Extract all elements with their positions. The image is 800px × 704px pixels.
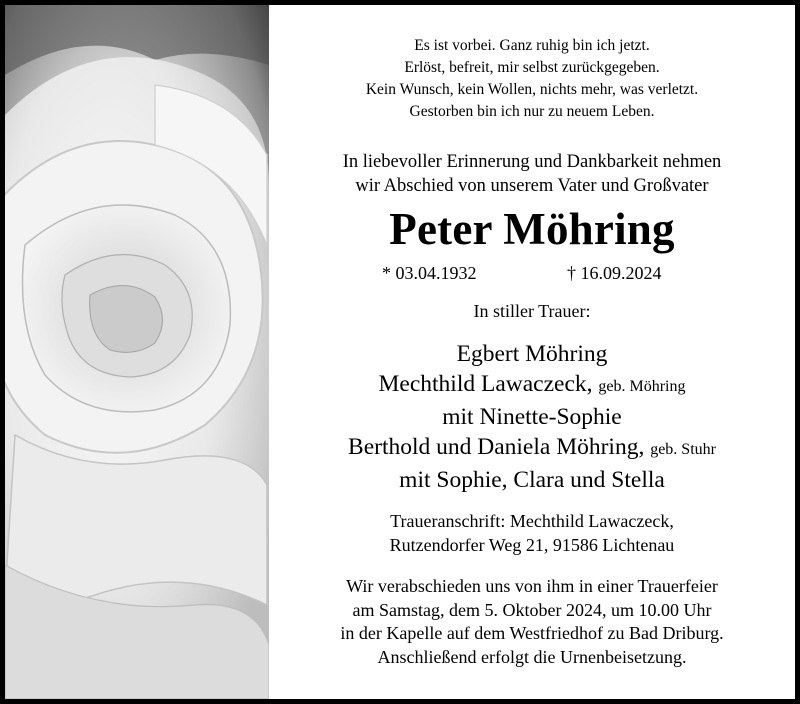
mourning-label: In stiller Trauer: [473, 301, 591, 321]
family-member-name: Mechthild Lawaczeck, [378, 371, 593, 397]
family-member-name: Egbert Möhring [456, 341, 608, 367]
family-member [269, 432, 795, 465]
maiden-name: geb. Möhring [598, 378, 686, 395]
poem [269, 35, 795, 123]
ceremony-line: Wir verabschieden uns von ihm in einer Trauerfeier [346, 576, 718, 596]
family-member [269, 369, 795, 402]
white-rose-image [5, 5, 269, 699]
rose-photo [5, 5, 269, 699]
family-member [269, 465, 795, 495]
family-member-name: mit Sophie, Clara und Stella [399, 467, 665, 493]
family-member-name: Berthold und Daniela Möhring, [348, 434, 645, 460]
deceased-name: Peter Möhring [389, 204, 675, 254]
birth-date: * 03.04.1932 [382, 263, 477, 283]
address-line: Rutzendorfer Weg 21, 91586 Lichtenau [389, 535, 675, 555]
poem-line: Gestorben bin ich nur zu neuem Leben. [409, 103, 655, 120]
family-member [269, 402, 795, 432]
mourning-address [269, 509, 795, 557]
intro-line: wir Abschied von unserem Vater und Großvater [355, 176, 709, 196]
intro-line: In liebevoller Erinnerung und Dankbarkeit nehmen [342, 152, 722, 172]
maiden-name: geb. Stuhr [650, 441, 716, 458]
intro-text [269, 150, 795, 198]
family-list [269, 339, 795, 495]
poem-line: Erlöst, befreit, mir selbst zurückgegeben. [404, 59, 660, 76]
poem-line: Kein Wunsch, kein Wollen, nichts mehr, was verletzt. [365, 81, 699, 98]
notice-text [269, 5, 795, 699]
death-date: † 16.09.2024 [567, 263, 662, 283]
ceremony-line: Anschließend erfolgt die Urnenbeisetzung. [377, 646, 687, 667]
address-line: Traueranschrift: Mechthild Lawaczeck, [390, 511, 674, 531]
family-member-name: mit Ninette-Sophie [442, 404, 622, 430]
family-member [269, 339, 795, 369]
ceremony-info [269, 575, 795, 669]
ceremony-line: am Samstag, dem 5. Oktober 2024, um 10.00 Uhr [352, 599, 712, 620]
ceremony-line: in der Kapelle auf dem Westfriedhof zu Bad Driburg. [340, 623, 724, 643]
poem-line: Es ist vorbei. Ganz ruhig bin ich jetzt. [414, 37, 650, 54]
